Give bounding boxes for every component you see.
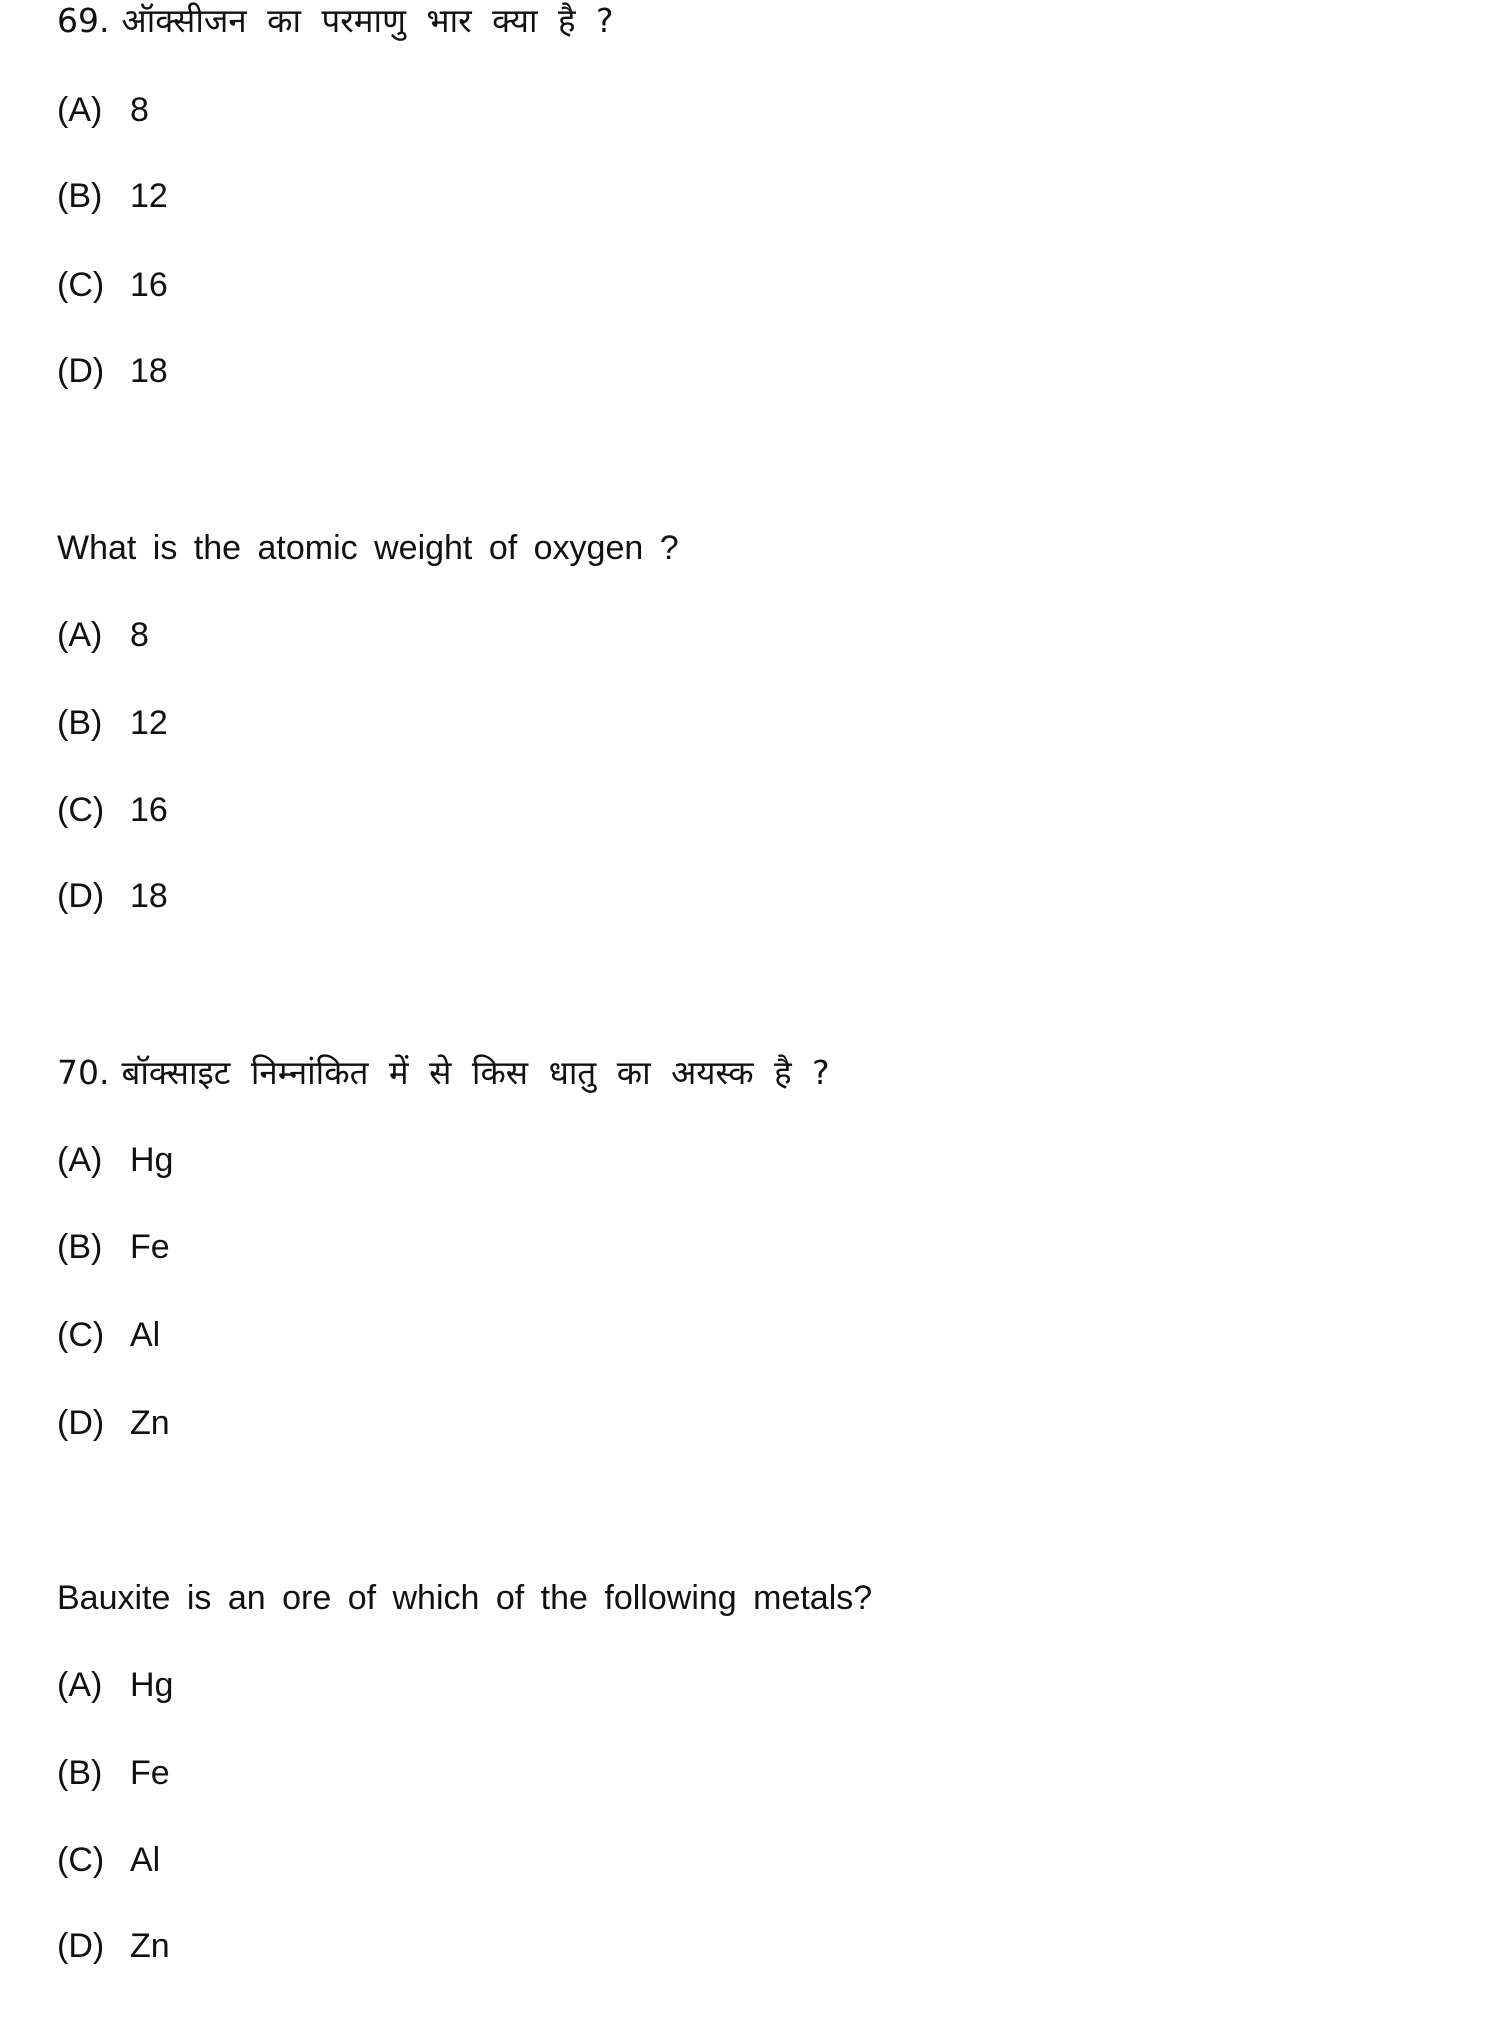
option-label: (B): [57, 1228, 103, 1266]
option-label: (D): [57, 1927, 105, 1965]
option-value: Al: [130, 1316, 161, 1354]
option-c[interactable]: [57, 788, 168, 832]
option-value: 16: [130, 266, 168, 304]
option-c[interactable]: [57, 263, 168, 307]
option-a[interactable]: [57, 88, 149, 132]
option-label: (D): [57, 877, 105, 915]
option-b[interactable]: [57, 1225, 170, 1269]
option-b[interactable]: [57, 1751, 170, 1795]
question-text: What is the atomic weight of oxygen ?: [57, 529, 679, 567]
option-value: 8: [130, 616, 149, 654]
question-stem: [57, 526, 679, 570]
option-value: 18: [130, 877, 168, 915]
option-d[interactable]: [57, 349, 168, 393]
option-label: (C): [57, 791, 105, 829]
option-label: (B): [57, 177, 103, 215]
option-label: (D): [57, 352, 105, 390]
option-label: (A): [57, 91, 103, 129]
option-c[interactable]: [57, 1313, 160, 1357]
option-label: (A): [57, 1141, 103, 1179]
option-label: (A): [57, 616, 103, 654]
option-value: Fe: [130, 1754, 170, 1792]
option-value: Zn: [130, 1404, 170, 1442]
question-text: Bauxite is an ore of which of the following metals?: [57, 1579, 873, 1617]
option-d[interactable]: [57, 1401, 170, 1445]
option-label: (D): [57, 1404, 105, 1442]
question-number: 70.: [57, 1053, 110, 1092]
option-a[interactable]: [57, 613, 149, 657]
option-c[interactable]: [57, 1838, 160, 1882]
option-value: Hg: [130, 1141, 174, 1179]
option-a[interactable]: [57, 1663, 173, 1707]
option-d[interactable]: [57, 874, 168, 918]
question-stem: [57, 1051, 830, 1095]
option-value: Fe: [130, 1228, 170, 1266]
option-label: (A): [57, 1666, 103, 1704]
option-b[interactable]: [57, 701, 168, 745]
option-value: Zn: [130, 1927, 170, 1965]
question-text: बॉक्साइट निम्नांकित में से किस धातु का अयस्क है ?: [121, 1053, 830, 1092]
option-value: 12: [130, 704, 168, 742]
option-value: 8: [130, 91, 149, 129]
option-b[interactable]: [57, 174, 168, 218]
option-label: (C): [57, 266, 105, 304]
question-number: 69.: [57, 1, 110, 40]
option-label: (C): [57, 1316, 105, 1354]
option-label: (B): [57, 704, 103, 742]
question-text: ऑक्सीजन का परमाणु भार क्या है ?: [121, 1, 614, 40]
option-value: 16: [130, 791, 168, 829]
option-a[interactable]: [57, 1138, 173, 1182]
option-value: 12: [130, 177, 168, 215]
option-value: Hg: [130, 1666, 174, 1704]
option-label: (B): [57, 1754, 103, 1792]
question-stem: [57, 0, 614, 43]
option-label: (C): [57, 1841, 105, 1879]
question-stem: [57, 1576, 872, 1620]
option-value: 18: [130, 352, 168, 390]
option-value: Al: [130, 1841, 161, 1879]
option-d[interactable]: [57, 1924, 170, 1968]
